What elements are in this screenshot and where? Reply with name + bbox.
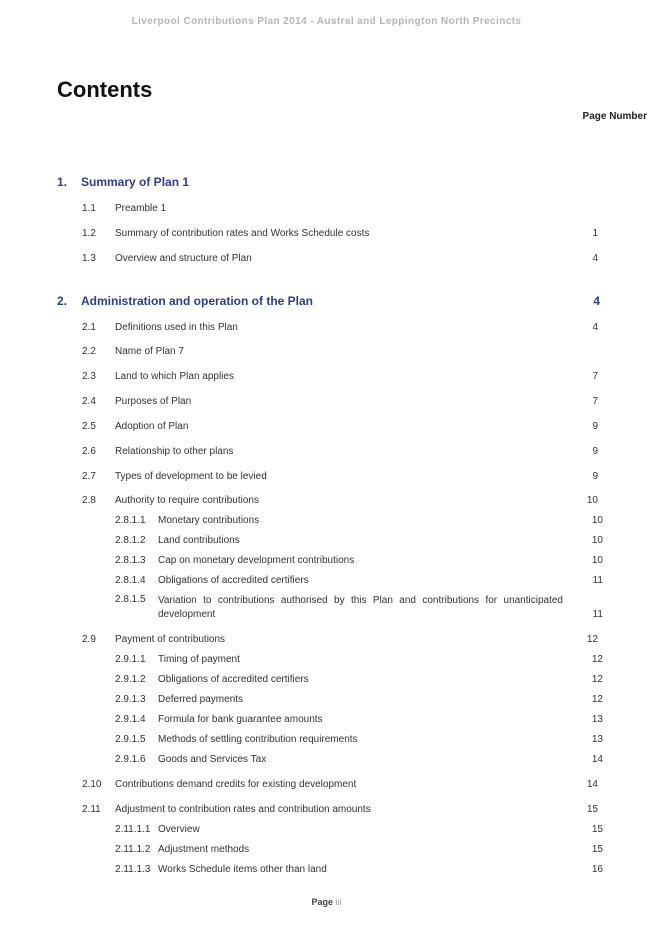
toc-entry-number: 2.11.1.2: [115, 844, 151, 855]
toc-entry-number: 2.5: [82, 421, 96, 432]
page-title: Contents: [57, 77, 153, 102]
toc-entry-title: Contributions demand credits for existing development: [115, 779, 357, 790]
toc-entry-number: 2.7: [82, 471, 96, 482]
toc-entry-title: Purposes of Plan: [115, 396, 192, 407]
toc-entry-page: 16: [591, 864, 603, 875]
toc-entry-title: Obligations of accredited certifiers: [158, 674, 309, 685]
toc-entry-number: 2.8.1.1: [115, 515, 146, 526]
toc-entry-number: 2.3: [82, 371, 96, 382]
toc-entry-number: 2.11.1.1: [115, 824, 151, 835]
toc-entry-number: 1.1: [82, 203, 96, 214]
toc-entry-page: 11: [592, 575, 603, 586]
toc-entry-title: Land to which Plan applies: [115, 371, 234, 382]
toc-entry-title: Monetary contributions: [158, 515, 260, 526]
toc-entry-title: Adjustment methods: [158, 844, 250, 855]
toc-entry-page: 12: [591, 694, 603, 705]
toc-entry-page: 9: [592, 471, 598, 482]
toc-entry-number: 2.9.1.1: [115, 654, 146, 665]
toc-entry-number: 2.2: [82, 346, 96, 357]
toc-entry-number: 2.11: [82, 804, 101, 815]
toc-entry-page: 7: [592, 371, 598, 382]
toc-entry-number: 2.8: [82, 495, 96, 506]
toc-entry-title: Works Schedule items other than land: [158, 864, 327, 875]
toc-entry-title: Payment of contributions: [115, 634, 226, 645]
toc-entry-number: 1.: [57, 175, 68, 189]
toc-entry-number: 2.8.1.3: [115, 555, 146, 566]
toc-entry-number: 2.8.1.4: [115, 575, 146, 586]
toc-entry-number: 2.9.1.3: [115, 694, 146, 705]
toc-entry-page: 10: [591, 555, 603, 566]
toc-entry-title: Adjustment to contribution rates and contribution amounts: [115, 804, 371, 815]
toc-entry-number: 2.9.1.6: [115, 754, 146, 765]
toc-entry-title: Definitions used in this Plan: [115, 322, 238, 333]
toc-entry-number: 2.9.1.4: [115, 714, 146, 725]
toc-entry-title: Goods and Services Tax: [158, 754, 267, 765]
toc-entry-title: Administration and operation of the Plan: [81, 294, 314, 308]
toc-entry-number: 2.8.1.5: [115, 594, 146, 605]
toc-entry-title: Authority to require contributions: [115, 495, 259, 506]
toc-entry-number: 2.6: [82, 446, 96, 457]
toc-entry-title: Deferred payments: [158, 694, 244, 705]
toc-entry-title: Summary of Plan 1: [81, 175, 190, 189]
toc-entry-title: Adoption of Plan: [115, 421, 189, 432]
toc-entry-number: 1.3: [82, 253, 96, 264]
footer-page-number: iii: [335, 897, 342, 907]
toc-entry-title: Methods of settling contribution requirements: [158, 734, 358, 745]
toc-entry-page: 4: [592, 253, 598, 264]
toc-entry-page: 14: [586, 779, 598, 790]
toc-entry-number: 2.11.1.3: [115, 864, 151, 875]
toc-entry-number: 2.4: [82, 396, 96, 407]
toc-entry-page: 10: [591, 515, 603, 526]
toc-entry-page: 14: [591, 754, 603, 765]
toc-entry-number: 2.: [57, 294, 68, 308]
toc-entry-page: 10: [591, 535, 603, 546]
toc-entry-number: 2.9: [82, 634, 96, 645]
footer-page-label: Page: [311, 897, 333, 907]
toc-entry-page: 15: [591, 844, 603, 855]
toc-entry-title: Name of Plan 7: [115, 346, 184, 357]
toc-entry-page: 11: [592, 609, 603, 620]
toc-entry-number: 2.1: [82, 322, 96, 333]
toc-entry-title: Timing of payment: [158, 654, 240, 665]
toc-entry-title: Overview and structure of Plan: [115, 253, 252, 264]
toc-entry-number: 2.9.1.2: [115, 674, 146, 685]
toc-entry-page: 15: [591, 824, 603, 835]
toc-entry-page: 12: [586, 634, 598, 645]
toc-entry-page: 15: [586, 804, 598, 815]
running-header: Liverpool Contributions Plan 2014 - Austral and Leppington North Precincts: [131, 16, 522, 27]
toc-entry-page: 1: [592, 228, 598, 239]
page-number-column-label: Page Number: [582, 111, 647, 122]
toc-entry-title: Variation to contributions authorised by this Plan and contributions for unanticipated development: [158, 595, 563, 620]
toc-entry-page: 13: [591, 714, 603, 725]
toc-entry-title: Summary of contribution rates and Works Schedule costs: [115, 228, 370, 239]
toc-entry-number: 2.9.1.5: [115, 734, 146, 745]
toc-entry-page: 9: [592, 421, 598, 432]
toc-entry-page: 4: [592, 322, 598, 333]
toc-entry-title: Cap on monetary development contributions: [158, 555, 355, 566]
toc-entry-page: 4: [593, 294, 600, 308]
toc-entry-title: Land contributions: [158, 535, 240, 546]
toc-entry-page: 10: [586, 495, 598, 506]
toc-entry-number: 2.8.1.2: [115, 535, 146, 546]
toc-entry-page: 7: [592, 396, 598, 407]
toc-entry-number: 1.2: [82, 228, 96, 239]
toc-entry-page: 13: [591, 734, 603, 745]
toc-entry-page: 9: [592, 446, 598, 457]
toc-entry-title: Types of development to be levied: [115, 471, 267, 482]
toc-entry-page: 12: [591, 654, 603, 665]
toc-entry-title: Preamble 1: [115, 203, 167, 214]
page-footer: [0, 897, 653, 907]
toc-entry-title: Formula for bank guarantee amounts: [158, 714, 323, 725]
toc-entry-title: Overview: [158, 824, 200, 835]
toc-entry-page: 12: [591, 674, 603, 685]
toc-entry-title: Obligations of accredited certifiers: [158, 575, 309, 586]
toc-entry-number: 2.10: [82, 779, 102, 790]
toc-entry-title: Relationship to other plans: [115, 446, 234, 457]
